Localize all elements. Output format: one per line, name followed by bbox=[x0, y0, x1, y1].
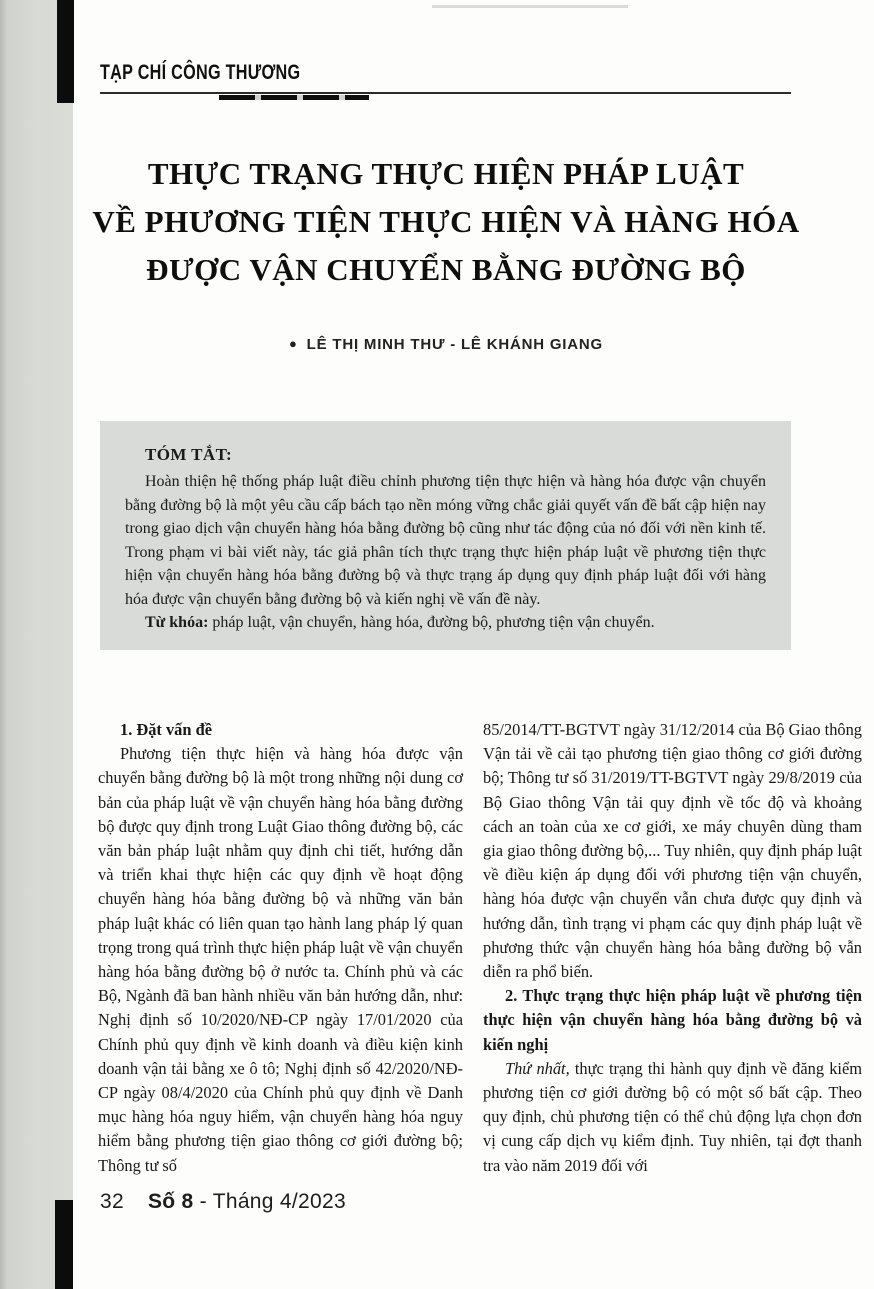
authors-text: LÊ THỊ MINH THƯ - LÊ KHÁNH GIANG bbox=[306, 336, 604, 353]
keywords-line bbox=[125, 611, 766, 635]
column-right-paragraph-1: 85/2014/TT-BGTVT ngày 31/12/2014 của Bộ Giao thông Vận tải về cải tạo phương tiện giao thông cơ giới đường bộ; Thông tư số 31/2019/TT-BGTVT ngày 29/8/2019 của Bộ Giao thông Vận tải quy định về tốc độ và khoảng cách an toàn của xe cơ giới, xe máy chuyên dùng tham gia giao thông đường bộ,... Tuy nhiên, quy định pháp luật về điều kiện áp dụng đối với phương tiện vận chuyển, hàng hóa được vận chuyển vẫn chưa được quy định và hướng dẫn, tình trạng vi phạm các quy định pháp luật về phương thức vận chuyển hàng hóa bằng đường bộ vẫn diễn ra phổ biến. bbox=[483, 720, 862, 982]
keywords-label: Từ khóa: bbox=[145, 614, 209, 631]
scan-artifact-line bbox=[432, 5, 628, 8]
journal-name: TẠP CHÍ CÔNG THƯƠNG bbox=[100, 60, 301, 84]
section-1-heading: 1. Đặt vấn đề bbox=[120, 720, 212, 739]
article-title bbox=[88, 150, 804, 294]
column-right bbox=[483, 718, 862, 1178]
issue-date: - Tháng 4/2023 bbox=[193, 1190, 346, 1213]
binding-mark-bottom bbox=[55, 1200, 73, 1289]
article-title-line3: ĐƯỢC VẬN CHUYỂN BẰNG ĐƯỜNG BỘ bbox=[146, 252, 746, 287]
abstract-box bbox=[100, 421, 791, 650]
column-left bbox=[98, 718, 463, 1178]
author-line bbox=[88, 336, 804, 353]
article-title-line2: VỀ PHƯƠNG TIỆN THỰC HIỆN VÀ HÀNG HÓA bbox=[92, 204, 800, 239]
abstract-body: Hoàn thiện hệ thống pháp luật điều chỉnh phương tiện thực hiện và hàng hóa được vận chuyển bằng đường bộ là một yêu cầu cấp bách tạo nền móng vững chắc giải quyết vấn đề bất cập hiện nay trong giao dịch vận chuyển hàng hóa bằng đường bộ cũng như tác động của nó đối với nền kinh tế. Trong phạm vi bài viết này, tác giả phân tích thực trạng thực hiện pháp luật về phương tiện thực hiện vận chuyển hàng hóa bằng đường bộ và thực trạng áp dụng quy định pháp luật đối với hàng hóa được vận chuyển bằng đường bộ và kiến nghị về vấn đề này. bbox=[125, 473, 766, 608]
page-footer bbox=[100, 1190, 346, 1214]
author-bullet-icon: ● bbox=[288, 336, 298, 351]
header-rule-heavy-segment bbox=[219, 95, 369, 100]
section-2-heading: 2. Thực trạng thực hiện pháp luật về phương tiện thực hiện vận chuyển hàng hóa bằng đường bộ và kiến nghị bbox=[483, 986, 862, 1054]
page-number: 32 bbox=[100, 1190, 124, 1213]
header-rule bbox=[100, 92, 791, 94]
column-left-paragraph: Phương tiện thực hiện và hàng hóa được vận chuyển bằng đường bộ là một trong những nội dung cơ bản của pháp luật về vận chuyển hàng hóa bằng đường bộ được quy định trong Luật Giao thông đường bộ, các văn bản pháp luật nhằm quy định chi tiết, hướng dẫn và triển khai thực hiện các quy định về hoạt động chuyển hàng hóa bằng đường bộ và những văn bản pháp luật khác có liên quan tạo hành lang pháp lý quan trọng trong quá trình thực hiện pháp luật về vận chuyển hàng hóa bằng đường bộ ở nước ta. Chính phủ và các Bộ, Ngành đã ban hành nhiều văn bản hướng dẫn, như: Nghị định số 10/2020/NĐ-CP ngày 17/01/2020 của Chính phủ quy định về kinh doanh và điều kiện kinh doanh vận tải bằng xe ô tô; Nghị định số 42/2020/NĐ-CP ngày 08/4/2020 của Chính phủ quy định về Danh mục hàng hóa nguy hiểm, vận chuyển hàng hóa nguy hiểm bằng phương tiện giao thông cơ giới đường bộ; Thông tư số bbox=[98, 744, 463, 1175]
paragraph-lead-italic: Thứ nhất, bbox=[505, 1058, 570, 1078]
column-right-paragraph-2 bbox=[483, 1057, 862, 1178]
paragraph-rest: thực trạng thi hành quy định về đăng kiểm phương tiện cơ giới đường bộ có một số bất cập. Theo quy định, chủ phương tiện có thể chủ động lựa chọn đơn vị cung cấp dịch vụ kiểm định. Tuy nhiên, tại đợt thanh tra vào năm 2019 đối với bbox=[483, 1058, 862, 1175]
article-title-line1: THỰC TRẠNG THỰC HIỆN PHÁP LUẬT bbox=[147, 156, 745, 191]
scan-edge-strip bbox=[0, 0, 73, 1289]
abstract-heading: TÓM TẮT: bbox=[145, 445, 233, 464]
binding-mark-top bbox=[57, 0, 74, 103]
issue-label: Số 8 bbox=[147, 1190, 194, 1213]
keywords-text: pháp luật, vận chuyển, hàng hóa, đường bộ, phương tiện vận chuyển. bbox=[208, 614, 655, 631]
